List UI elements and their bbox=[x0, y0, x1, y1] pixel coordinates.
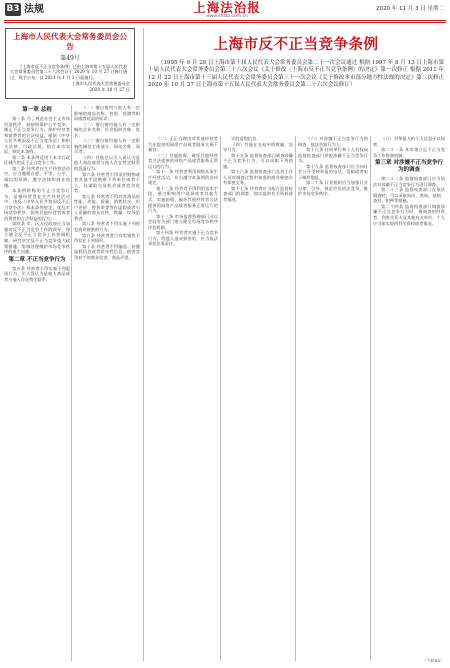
article-paragraph: 第五条 经营者不得实施下列混淆行为，引人误认为是他人商品或者与他人存在特定联系： bbox=[4, 265, 70, 282]
newspaper-url[interactable]: www.shfzb.com.cn bbox=[206, 14, 248, 19]
article-paragraph: 第十三条 市场监督管理部门可以会同有关部门建立健全市场竞争秩序评估机制。 bbox=[148, 213, 218, 230]
article-paragraph: 第十二条 经营者不得利用技术手段，通过影响用户选择或者其他方式，实施妨碍、破坏其他经营者合法提供的网络产品或者服务正常运行的行为。 bbox=[148, 185, 218, 214]
announcement-title: 上海市人民代表大会常务委员会公告 bbox=[13, 32, 127, 51]
continued-note: （下转B4） bbox=[422, 658, 444, 663]
article-paragraph: 第二十二条 监督检查部门应当依法对涉嫌不正当竞争行为进行调查。 bbox=[373, 176, 445, 187]
article-paragraph: 第十九条 监督检查部门应当向社会公开受理举报的电话、信箱或者电子邮件地址。 bbox=[298, 163, 368, 180]
article-paragraph: 第十四条 经营者实施不正当竞争行为，给他人造成损害的，应当依法承担民事责任。 bbox=[148, 230, 218, 247]
article-paragraph: （四）其他足以引人误认为是他人商品或者与他人存在特定联系的混淆行为。 bbox=[74, 154, 140, 172]
article-paragraph: 本条例所称的不正当竞争行为，是指经营者在生产经营活动中，违反《中华人民共和国反不正当竞争法》和本条例规定，扰乱市场竞争秩序，损害其他经营者或者消费者的合法权益的行为。 bbox=[4, 188, 70, 221]
article-paragraph: （一）擅自使用与他人有一定影响的商品名称、包装、装潢等相同或者近似的标识； bbox=[74, 105, 140, 122]
article-paragraph: 实的虚假信息； bbox=[231, 136, 261, 141]
article-paragraph: 第十五条 监督检查部门调查涉嫌不正当竞争行为，可以采取下列措施。 bbox=[223, 152, 293, 169]
law-title: 上海市反不正当竞争条例 bbox=[213, 36, 379, 53]
article-paragraph: 第四条 市、区人民政府应当加强对反不正当竞争工作的领导，建立健全反不正当竞争工作协调机制，研究决定反不正当竞争重大政策措施，协调处理维护市场竞争秩序的重大问题。 bbox=[4, 221, 70, 255]
article-paragraph: 第十一条 经营者利用网络从事生产经营活动，应当遵守本条例的各项规定。 bbox=[148, 169, 218, 186]
header-divider bbox=[4, 20, 446, 21]
column-divider bbox=[143, 28, 144, 661]
article-paragraph: （二）无正当理由对其他经营者合法提供的网络产品或者服务实施不兼容； bbox=[148, 136, 218, 153]
article-paragraph: 第十八条 任何单位和个人有权向监督检查部门举报涉嫌不正当竞争行为。 bbox=[298, 147, 368, 164]
newspaper-masthead: 上海法治报 bbox=[193, 0, 261, 15]
article-paragraph: 第二十四条 监督检查部门调查涉嫌不正当竞争行为时，被调查的经营者、利害关系人及其他有关单位、个人应当如实提供有关资料或者情况。 bbox=[373, 203, 445, 226]
announcement-body: 《上海市反不正当竞争条例》已由上海市第十五届人民代表大会常务委员会第二十六次会议于 2020 年 10 月 27 日修订通过，现予公布，自 2021 年 1 月 1 日起施行。 bbox=[10, 64, 128, 80]
article-paragraph: （六）对举报人的个人信息予以保密； bbox=[373, 136, 445, 147]
article-paragraph: （六）对涉嫌不正当竞争行为的调查，依法告知行为人； bbox=[298, 136, 368, 147]
header-divider-2 bbox=[4, 22, 446, 23]
chapter-heading: 第二章 不正当竞争行为 bbox=[8, 256, 66, 263]
article-paragraph: 第七条 经营者不得对其商品的性能、功能、质量、销售状况、用户评价、曾获荣誉等作虚假或者引人误解的商业宣传，欺骗、误导消费者。 bbox=[74, 193, 140, 221]
article-paragraph: 第十七条 经营者应当配合监督检查部门的调查，如实提供有关资料或者情况。 bbox=[223, 185, 293, 203]
article-paragraph: 第二十一条 本市建立反不正当竞争工作协调机制。 bbox=[373, 147, 445, 158]
announcement-issuer: 上海市人民代表大会常务委员会 bbox=[71, 80, 130, 86]
article-paragraph: 第八条 经营者不得实施下列侵犯商业秘密的行为。 bbox=[74, 221, 140, 233]
section-badge: B3 bbox=[6, 4, 20, 14]
column-6 bbox=[373, 136, 445, 661]
section-name: 法规 bbox=[24, 4, 44, 15]
article-paragraph: （三）其他妨碍、破坏其他经营者合法提供的网络产品或者服务正常运行的行为。 bbox=[148, 152, 218, 169]
article-paragraph: 第三条 经营者在生产经营活动中，应当遵循自愿、平等、公平、诚信的原则，遵守法律和商业道德。 bbox=[4, 165, 70, 188]
column-divider bbox=[370, 136, 371, 661]
column-divider bbox=[71, 105, 72, 661]
chapter-heading: 第一章 总则 bbox=[22, 107, 52, 113]
article-paragraph: 第二十条 行业组织应当加强行业自律，引导、规范会员依法竞争，维护市场竞争秩序。 bbox=[298, 180, 368, 197]
article-paragraph: （三）擅自使用他人有一定影响的域名主体部分、网站名称、网页等； bbox=[74, 138, 140, 155]
column-4 bbox=[223, 136, 293, 661]
article-paragraph: 第十六条 监督检查部门及其工作人员对调查过程中知悉的商业秘密负有保密义务。 bbox=[223, 169, 293, 186]
article-paragraph: （二）擅自使用他人有一定影响的企业名称、社会组织名称、姓名； bbox=[74, 121, 140, 138]
law-preamble: （1995 年 9 月 28 日上海市第十届人民代表大会常务委员会第二十一次会议通过 根据 1997 年 8 月 13 日上海市第十届人民代表大会常务委员会第三十八次会议《关于修改〈上海市反不正当竞争条例〉的决定》第一次修正 根据 2011 年 12 月 22 日上海市第十三届人民代表大会常务委员会第三十一次会议《关于修改本市部分地方性法规的决定》第二次修正 2020 年 10 月 27 日上海市第十五届人民代表大会常务委员会第二十六次会议修订） bbox=[148, 60, 444, 88]
issue-date: 2020 年 11 月 3 日 星期二 bbox=[376, 6, 444, 12]
article-paragraph: 第二十三条 监督检查部门在依法调查时，可以采取询问、查询、复制、查封、扣押等措施。 bbox=[373, 187, 445, 204]
article-paragraph: 第六条 经营者不得采用财物或者其他手段贿赂下列单位或者个人，以谋取交易机会或者竞争优势。 bbox=[74, 171, 140, 194]
article-paragraph: 第十条 经营者不得编造、传播虚假信息或者误导性信息，损害竞争对手的商业信誉、商品声誉。 bbox=[74, 243, 140, 260]
article-paragraph: 第九条 经营者进行有奖销售不得存在下列情形。 bbox=[74, 232, 140, 244]
announcement-number: 第49号 bbox=[60, 55, 80, 62]
article-paragraph: 第一条 为了规范社会主义市场经济秩序，鼓励和保护公平竞争，制止不正当竞争行为，保护经营者和消费者的合法权益，根据《中华人民共和国反不正当竞争法》和相关法律、行政法规，结合本市实际，制定本条例。 bbox=[4, 116, 70, 155]
column-3 bbox=[148, 136, 218, 661]
column-1 bbox=[4, 105, 70, 661]
announcement-box bbox=[5, 28, 135, 99]
chapter-heading: 第三章 对涉嫌不正当竞争行为的调查 bbox=[375, 160, 443, 174]
column-2 bbox=[74, 105, 140, 661]
column-5 bbox=[298, 136, 368, 661]
page-header bbox=[0, 0, 450, 20]
column-divider bbox=[220, 136, 221, 661]
column-divider bbox=[295, 136, 296, 661]
article-paragraph: 第二条 本条例适用于本市行政区域内的反不正当竞争工作。 bbox=[4, 154, 70, 166]
announcement-date: 2020 年 10 月 27 日 bbox=[89, 87, 130, 93]
article-paragraph: （四）其他在交易中的欺骗、误导行为。 bbox=[223, 141, 293, 153]
